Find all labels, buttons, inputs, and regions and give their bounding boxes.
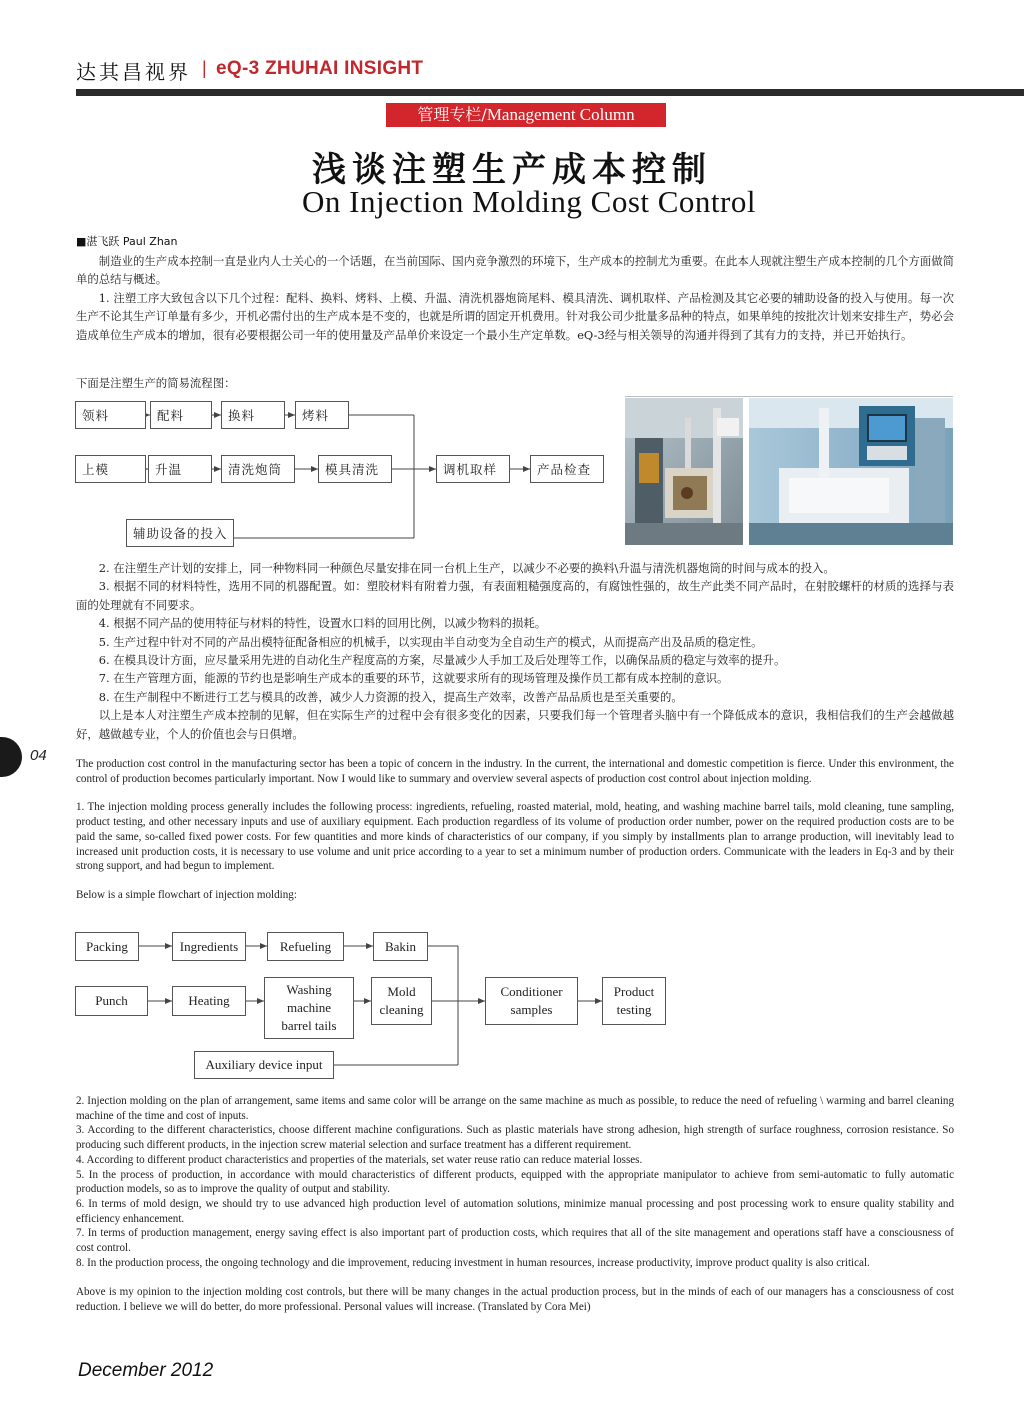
en-paragraph: Above is my opinion to the injection molding cost controls, but there will be many changes in the actual production process, but in the minds of each of our managers has a consciousness of cost reduction. I believe we will do better, do more professional. Personal values will increase. (Translated by Cora Mei) [76,1286,954,1314]
magazine-title-cn: 达其昌视界 [76,60,191,84]
cn-paragraph: 制造业的生产成本控制一直是业内人士关心的一个话题，在当前国际、国内竞争激烈的环境下，生产成本的控制尤为重要。在此本人现就注塑生产成本控制的几个方面做简单的总结与概述。 [76,254,954,287]
cn-paragraph: 5. 生产过程中针对不同的产品出模特征配备相应的机械手，以实现由半自动变为全自动生产的模式，从而提高产出及品质的稳定性。 [98,634,763,649]
header-separator: | [202,58,207,78]
en-paragraph: 7. In terms of production management, energy saving effect is also important part of production costs, which requires that all of the site management and operations staff have a consciousness of cost control. [76,1227,954,1255]
article-title-cn: 浅谈注塑生产成本控制 [312,150,712,190]
cn-paragraph: 1. 注塑工序大致包含以下几个过程：配料、换料、烤料、上模、升温、清洗机器炮筒尾料、模具清洗、调机取样、产品检测及其它必要的辅助设备的投入与使用。每一次生产不论其生产订单量有多少，开机必需付出的生产成本是不变的，也就是所谓的固定开机费用。针对我公司少批量多品种的特点，如果单纯的按批次计划来安排生产，势必会造成单位生产成本的增加，很有必要根据公司一年的使用量及产品单价来设定一个最小生产定单数。eQ-3经与相关领导的沟通并得到了其有力的支持，并已开始执行。 [76,290,954,342]
en-paragraph: 6. In terms of mold design, we should try to use advanced high production level of automation solutions, minimize manual processing and post processing work to ensure quality stability and efficiency enhancement. [76,1197,954,1225]
flow-box-packing: Packing [75,932,139,961]
flow-box-heating: Heating [172,986,246,1016]
flow-box-peiliao: 配料 [150,401,212,429]
flow-box-shangmo: 上模 [75,455,146,483]
en-paragraph: 4. According to different product characteristics and properties of the materials, set water reuse ratio can reduce material losses. [76,1153,643,1166]
flow-box-qingxi: 清洗炮筒 [221,455,295,483]
cn-paragraph: 3. 根据不同的材料特性，选用不同的机器配置。如：塑胶材料有附着力强，有表面粗糙强度高的，有腐蚀性强的，故生产此类不同产品时，在射胶螺杆的材质的选择与表面的处理就有不同要求。 [76,579,954,612]
flow-box-washing: Washing machine barrel tails [264,977,354,1039]
flow-box-fuzhu: 辅助设备的投入 [126,519,234,547]
flow-box-auxiliary: Auxiliary device input [194,1051,334,1079]
en-paragraph: 5. In the process of production, in accordance with mould characteristics of different products, equipped with the appropriate manipulator to achieve from semi-automatic to fully automatic production models, so as to improve the quality of output and stability. [76,1168,954,1196]
author-byline: ■湛飞跃 Paul Zhan [76,235,178,248]
column-label-en: Management Column [486,105,635,124]
flow-box-kaoliao: 烤料 [295,401,349,429]
en-paragraph: The production cost control in the manufacturing sector has been a topic of concern in the industry. In the current, the international and domestic competition is fierce. Under this environment, the control of production becomes particularly important. Now I would like to summary and overview several aspects of production cost control about injection molding. [76,758,954,785]
en-flow-intro: Below is a simple flowchart of injection molding: [76,888,297,901]
flow-box-shengwen: 升温 [148,455,212,483]
flow-box-huanliao: 换料 [221,401,285,429]
en-paragraph: 1. The injection molding process generally includes the following process: ingredients, refueling, roasted material, mold, heating, and washing machine barrel tails, mold cleaning, tune sampling, product testing, and other necessary inputs and use of auxiliary equipment. Each production regardless of its volume of production order number, power on the required production costs are to be paid the same, so-called fixed power costs. For few quantities and more kinds of characteristics of our company, if you simply by installments plan to arrange production, will inevitably lead to increased unit production costs, it is necessary to use volume and unit price according to a year to set a minimum number of production orders. Communicate with the leaders in Eq-3 and by their strong support, and had begun to implement. [76,801,954,873]
en-paragraph: 2. Injection molding on the plan of arrangement, same items and same color will be arrange on the same machine as much as possible, to reduce the need of refueling \ warming and barrel cleaning machine of the time and cost of inputs. [76,1095,954,1122]
cn-paragraph: 以上是本人对注塑生产成本控制的见解，但在实际生产的过程中会有很多变化的因素，只要我们每一个管理者头脑中有一个降低成本的意识，我相信我们的生产会越做越好，越做越专业，个人的价值也会与日俱增。 [76,708,954,741]
en-paragraph: 3. According to the different characteristics, choose different machine configurations. Such as plastic materials have strong adhesion, high strength of surface roughness, corrosion resistance. So producing such different products, in the injection screw material selection and surface treatment has a different requirement. [76,1124,954,1152]
flow-box-conditioner: Conditioner samples [485,977,578,1025]
flow-box-lingliao: 领料 [75,401,146,429]
cn-paragraph: 4. 根据不同产品的使用特征与材料的特性，设置水口料的回用比例，以减少物料的损耗。 [98,616,547,631]
en-paragraph: 8. In the production process, the ongoing technology and die improvement, reducing investment in human resources, increase productivity, improve product quality is also critical. [76,1256,870,1269]
flow-box-jiancha: 产品检查 [530,455,604,483]
flow-box-mold-cleaning: Mold cleaning [371,977,432,1025]
cn-paragraph: 8. 在生产制程中不断进行工艺与模具的改善，减少人力资源的投入，提高生产效率，改善产品品质也是至关重要的。 [98,689,683,704]
issue-date: December 2012 [78,1360,214,1381]
flow-box-bakin: Bakin [373,932,428,961]
article-title-en: On Injection Molding Cost Control [302,184,756,219]
page-number: 04 [30,747,47,764]
flow-box-product-testing: Product testing [602,977,666,1025]
column-label-cn: 管理专栏/ [417,105,487,124]
flow-box-tiaoji: 调机取样 [436,455,510,483]
flow-box-punch: Punch [75,986,148,1016]
cn-flow-intro-text: 下面是注塑生产的简易流程图： [76,376,236,390]
cn-paragraph: 7. 在生产管理方面，能源的节约也是影响生产成本的重要的环节，这就要求所有的现场管理及操作员工都有成本控制的意识。 [98,671,729,686]
cn-paragraph: 2. 在注塑生产计划的安排上，同一种物料同一种颜色尽量安排在同一台机上生产，以减少不必要的换料\升温与清洗机器炮筒的时间与成本的投入。 [98,561,835,575]
flow-box-refueling: Refueling [267,932,344,961]
magazine-title-en: eQ-3 ZHUHAI INSIGHT [216,58,424,79]
en-list-block [76,1094,954,1315]
cn-paragraph: 6. 在模具设计方面，应尽量采用先进的自动化生产程度高的方案，尽量减少人手加工及后处理等工作，以确保品质的稳定与效率的提升。 [98,653,786,668]
flow-box-mojuqingxi: 模具清洗 [318,455,392,483]
flow-box-ingredients: Ingredients [172,932,246,961]
